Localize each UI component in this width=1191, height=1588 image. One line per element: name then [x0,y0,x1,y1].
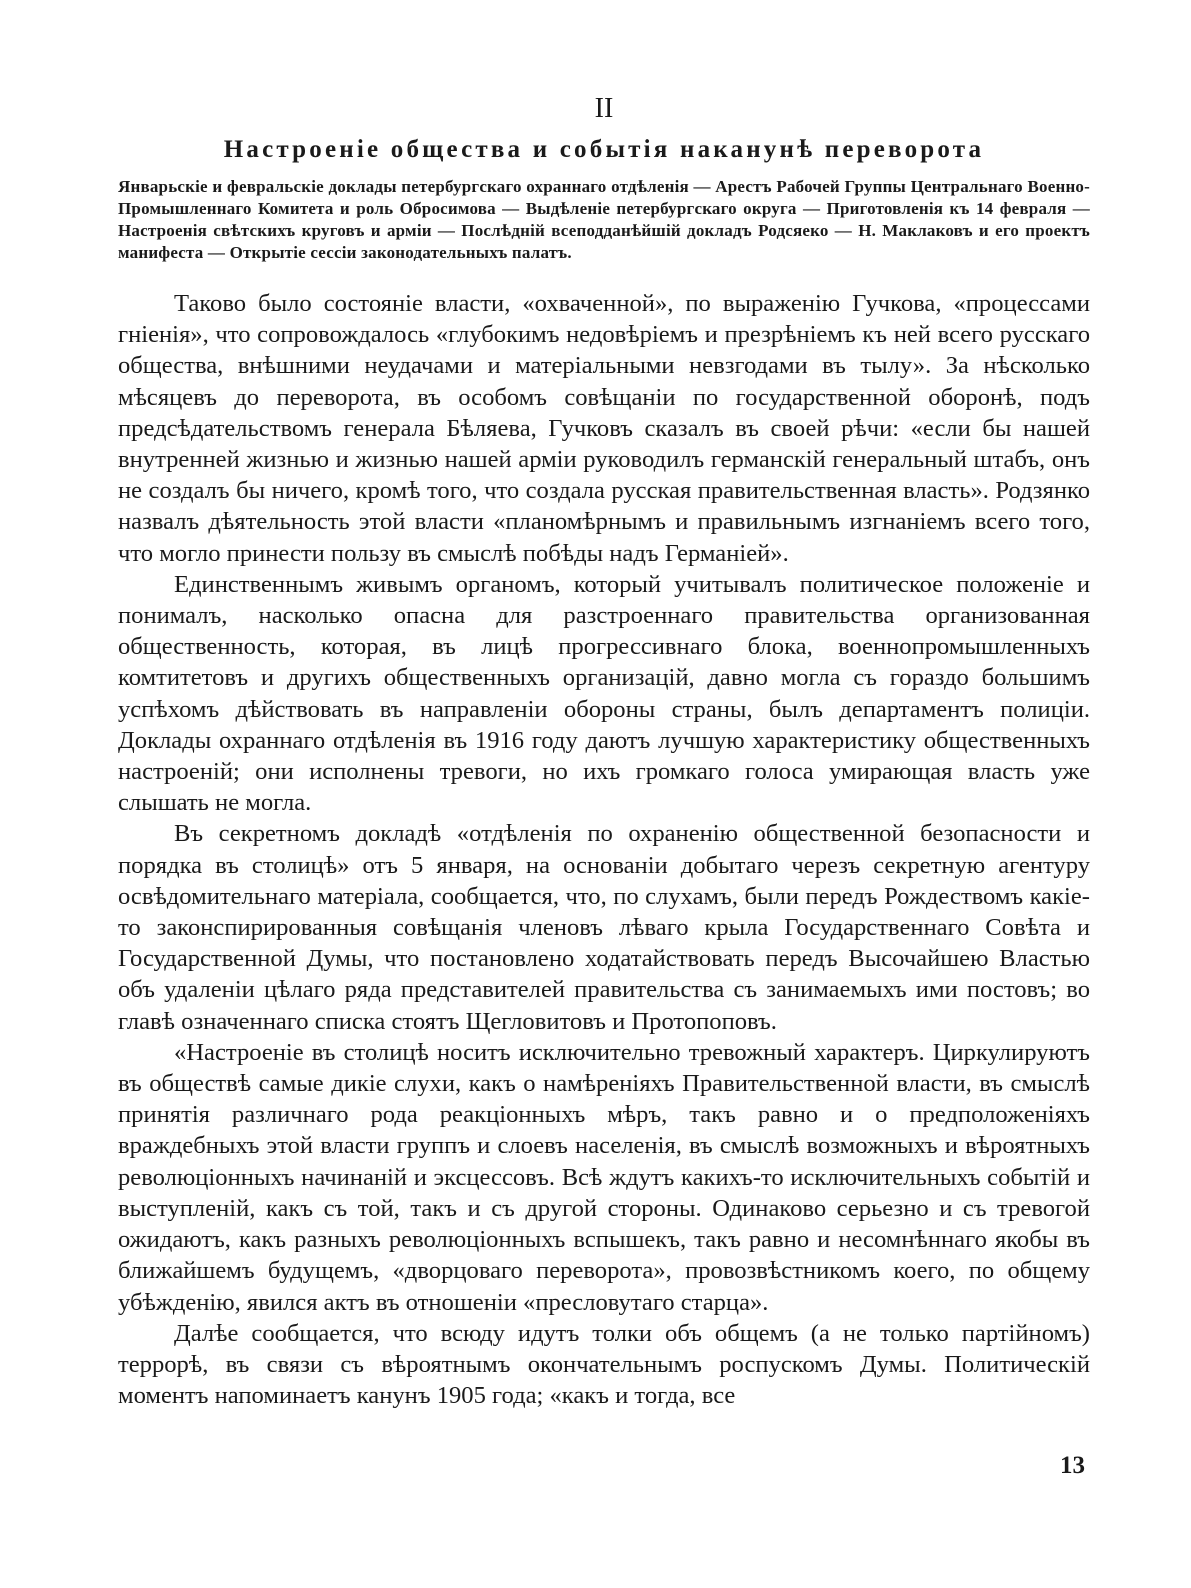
chapter-title: Настроеніе общества и событія наканунѣ переворота [223,136,985,163]
book-page [118,92,1090,1411]
paragraph: «Настроеніе въ столицѣ носитъ исключительно тревожный характеръ. Циркулируютъ въ обществѣ самые дикіе слухи, какъ о намѣреніяхъ Правительственной власти, въ смыслѣ принятія различнаго рода реакціонныхъ мѣръ, такъ равно и о предположеніяхъ враждебныхъ этой власти группъ и слоевъ населенія, въ смыслѣ возможныхъ и вѣроятныхъ революціонныхъ начинаній и эксцессовъ. Всѣ ждутъ какихъ-то исключительныхъ событій и выступленій, какъ съ той, такъ и съ другой стороны. Одинаково серьезно и съ тревогой ожидаютъ, какъ разныхъ революціонныхъ вспышекъ, такъ равно и несомнѣннаго якобы въ ближайшемъ будущемъ, «дворцоваго переворота», провозвѣстникомъ коего, по общему убѣжденію, явился актъ въ отношеніи «пресловутаго старца». [118,1038,1090,1316]
page-number: 13 [1060,1452,1085,1479]
chapter-number: II [594,93,614,124]
chapter-summary: Январьскіе и февральскіе доклады петербургскаго охраннаго отдѣленія — Арестъ Рабочей Группы Центральнаго Военно-Промышленнаго Комитета и роль Обросимова — Выдѣленіе петербургскаго округа — Приготовленія къ 14 февраля — Настроенія свѣтскихъ круговъ и арміи — Послѣдній всеподданѣйшій докладъ Родсяеко — Н. Маклаковъ и его проектъ манифеста — Открытіе сессіи законодательныхъ палатъ. [118,177,1090,262]
paragraph: Единственнымъ живымъ органомъ, который учитывалъ политическое положеніе и понималъ, насколько опасна для разстроеннаго правительства организованная общественность, которая, въ лицѣ прогрессивнаго блока, военнопромышленныхъ комтитетовъ и другихъ общественныхъ организацій, давно могла съ гораздо большимъ успѣхомъ дѣйствовать въ направленіи обороны страны, былъ департаментъ полиціи. Доклады охраннаго отдѣленія въ 1916 году даютъ лучшую характеристику общественныхъ настроеній; они исполнены тревоги, но ихъ громкаго голоса умирающая власть уже слышать не могла. [118,570,1090,817]
paragraph: Далѣе сообщается, что всюду идутъ толки объ общемъ (а не только партійномъ) террорѣ, въ связи съ вѣроятнымъ окончательнымъ роспускомъ Думы. Политическій моментъ напоминаетъ канунъ 1905 года; «какъ и тогда, все [118,1319,1090,1410]
paragraph: Въ секретномъ докладѣ «отдѣленія по охраненію общественной безопасности и порядка въ столицѣ» отъ 5 января, на основаніи добытаго черезъ секретную агентуру освѣдомительнаго матеріала, сообщается, что, по слухамъ, были передъ Рождествомъ какіе-то законспирированныя совѣщанія членовъ лѣваго крыла Государственнаго Совѣта и Государственной Думы, что постановлено ходатайствовать передъ Высочайшею Властью объ удаленіи цѣлаго ряда представителей правительства съ занимаемыхъ ими постовъ; во главѣ означеннаго списка стоятъ Щегловитовъ и Протопоповъ. [118,820,1090,1035]
paragraph: Таково было состояніе власти, «охваченной», по выраженію Гучкова, «процессами гніенія», что сопровождалось «глубокимъ недовѣріемъ и презрѣніемъ къ ней всего русскаго общества, внѣшними неудачами и матеріальными невзгодами въ тылу». За нѣсколько мѣсяцевъ до переворота, въ особомъ совѣщаніи по государственной оборонѣ, подъ предсѣдательствомъ генерала Бѣляева, Гучковъ сказалъ въ своей рѣчи: «если бы нашей внутренней жизнью и жизнью нашей арміи руководилъ германскій генеральный штабъ, онъ не создалъ бы ничего, кромѣ того, что создала русская правительственная власть». Родзянко назвалъ дѣятельность этой власти «планомѣрнымъ и правильнымъ изгнаніемъ всего того, что могло принести пользу въ смыслѣ побѣды надъ Германіей». [118,290,1090,567]
